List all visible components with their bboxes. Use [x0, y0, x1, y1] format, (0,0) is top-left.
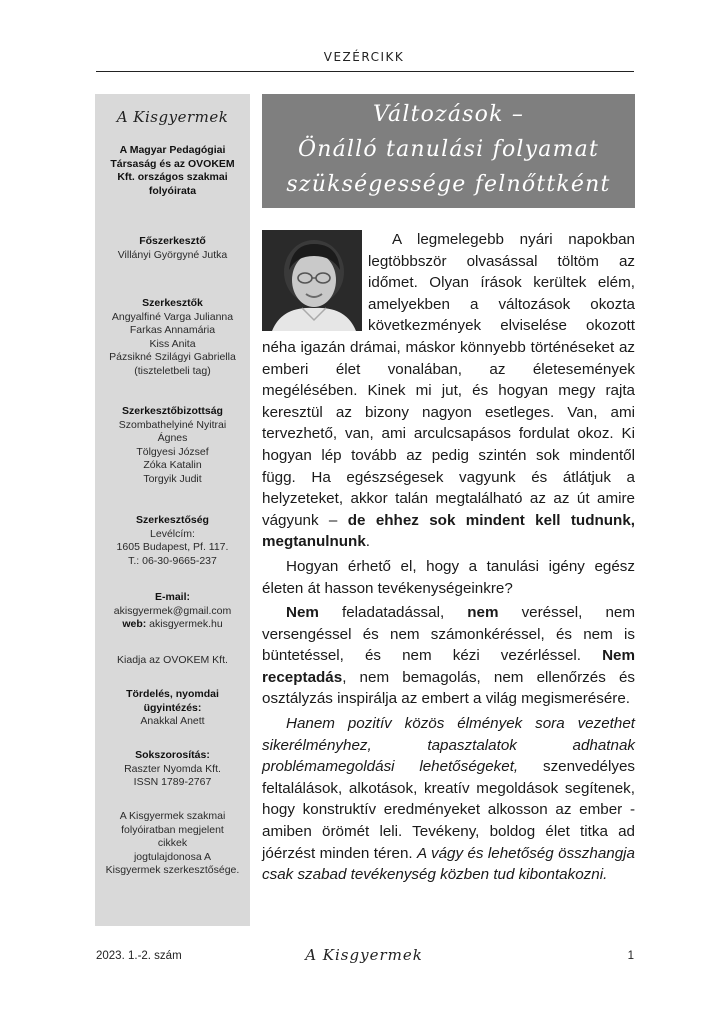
- paragraph-1: A legmelegebb nyári napokban legtöbbször olvasással töltöm az időmet. Olyan írások kerültek elém, amelyekben a változások okozta következmények elviselése okozott néha igazán drámai, máskor könnyebb történéseket az emberi élet vonalában, az életesemények megélésében. Kinek mi jut, és hogyan megy rajta keresztül az bizony nagyon esetleges. Van, ami tervezhető, van, ami arculcsapásos fordulat okoz. Ki hogyan lép tovább az pedig szintén sok mindentől függ. Ha egészségesek vagyunk és átlátjuk a helyzeteket, akkor talán megtalálható az az út amire vágyunk – de ehhez sok mindent kell tudnunk, megtanulnunk.: [262, 231, 635, 551]
- masthead-sidebar: [95, 94, 250, 926]
- typesetting-block: Tördelés, nyomdai ügyintézés: Anakkal Anett: [126, 688, 219, 728]
- article-title-line-3: szükségessége felnőttként: [286, 172, 611, 197]
- publisher-block: Kiadja az OVOKEM Kft.: [117, 654, 228, 666]
- email-address: akisgyermek@gmail.com: [113, 604, 232, 617]
- article-title-line-2: Önálló tanulási folyamat: [298, 137, 599, 162]
- article-title-line-1: Változások –: [372, 102, 525, 127]
- paragraph-3: Nem feladatadással, nem veréssel, nem versengéssel és nem számonkéréssel, és nem is büntetéssel, és nem kézi vezérléssel. Nem receptadás, nem bemagolás, nem ellenőrzés és osztályzás inspirálja az embert a világ megismerésére.: [262, 604, 635, 708]
- footer-issue: 2023. 1.-2. szám: [96, 950, 182, 962]
- paragraph-2: Hogyan érhető el, hogy a tanulási igény egész életen át hasson tevékenységeinkre?: [262, 557, 635, 597]
- paragraph-4: Hanem pozitív közös élmények sora vezethet sikerélményhez, tapasztalatok adhatnak problémamegoldási lehetőségeket, szenvedélyes feltalálások, alkotások, kreatív megoldások segítenek, hogy konstruktív eredményeket alkosson az ember - amiben örömét leli. Tevékeny, boldog élet titka ad jóérzést minden téren. A vágy és lehetőség összhangja csak szabad tevékenység közben tud kibontakozni.: [262, 715, 635, 884]
- contact-block: E-mail: akisgyermek@gmail.com web: akisgyermek.hu: [97, 591, 248, 632]
- editor-in-chief-block: Főszerkesztő Villányi Györgyné Jutka: [117, 235, 228, 261]
- article-body: [262, 225, 635, 886]
- sidebar-subtitle: A Magyar Pedagógiai Társaság és az OVOKEM Kft. országos szakmai folyóirata: [110, 144, 235, 197]
- header-rule: [96, 71, 634, 72]
- board-block: Szerkesztőbizottság Szombathelyiné Nyitrai Ágnes Tölgyesi József Zóka Katalin Torgyik Judit: [118, 405, 227, 485]
- editors-block: Szerkesztők Angyalfiné Varga Julianna Farkas Annamária Kiss Anita Pázsikné Szilágyi Gabriella (tiszteletbeli tag): [109, 297, 236, 377]
- footer-magazine-name: A Kisgyermek: [305, 946, 423, 964]
- web-address: akisgyermek.hu: [146, 618, 223, 631]
- page-number: 1: [627, 950, 634, 962]
- office-block: Szerkesztőség Levélcím: 1605 Budapest, Pf. 117. T.: 06-30-9665-237: [116, 514, 229, 567]
- article-title-box: [262, 94, 635, 208]
- sidebar-magazine-title: A Kisgyermek: [116, 108, 229, 126]
- section-header: VEZÉRCIKK: [323, 50, 405, 64]
- printing-block: Sokszorosítás: Raszter Nyomda Kft. ISSN 1789-2767: [124, 749, 221, 789]
- photo-spacer: [262, 225, 368, 332]
- copyright-block: A Kisgyermek szakmai folyóiratban megjelent cikkek jogtulajdonosa A Kisgyermek szerkesztősége.: [105, 810, 240, 877]
